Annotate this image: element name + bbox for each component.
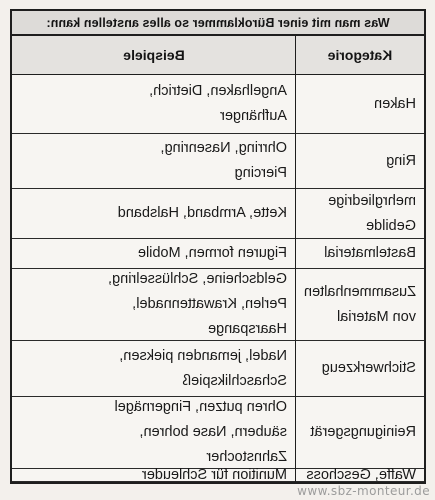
table-row: [12, 341, 424, 397]
category-text: Haken: [374, 95, 416, 112]
table-row: [12, 466, 424, 483]
examples-text: Ohren putzen, Fingernägel säubern, Nase bohren, Zahnstocher: [114, 399, 287, 465]
table-title: Was man mit einer Büroklammer so alles anstellen kann:: [12, 11, 424, 36]
table-row: [12, 189, 424, 239]
header-category: Kategorie: [327, 47, 393, 63]
paperclip-uses-table: [10, 9, 426, 484]
examples-cell: [12, 75, 296, 133]
examples-text: Kette, Armband, Halsband: [117, 205, 287, 221]
category-text: Waffe, Geschoss: [306, 466, 416, 483]
table-row: [12, 269, 424, 341]
category-cell: [296, 75, 424, 133]
table-row: [12, 75, 424, 134]
examples-text: Munition für Schleuder: [141, 466, 287, 483]
watermark: www.sbz-monteur.de: [297, 484, 430, 498]
examples-cell: [12, 466, 296, 483]
column-divider: [295, 36, 296, 482]
category-text: mehrgliedrige Gebilde: [328, 192, 416, 234]
examples-text: Geldscheine, Schlüsselring, Perlen, Krawattennadel, Haarspange: [108, 271, 287, 337]
category-text: Ring: [386, 152, 416, 169]
category-cell: [296, 189, 424, 238]
category-cell: [296, 466, 424, 483]
examples-cell: [12, 239, 296, 268]
examples-cell: [12, 134, 296, 188]
examples-cell: [12, 397, 296, 468]
category-cell: [296, 397, 424, 468]
table-header-row: [12, 36, 424, 75]
category-cell: [296, 269, 424, 340]
table-row: [12, 134, 424, 189]
category-text: Bastelmaterial: [324, 245, 416, 261]
category-text: Reinigungsgerät: [310, 424, 416, 440]
category-text: Zusammenhalten von Material: [303, 283, 416, 325]
category-text: Stichwerkzeug: [321, 360, 416, 376]
examples-cell: [12, 189, 296, 238]
category-cell: [296, 341, 424, 396]
examples-cell: [12, 269, 296, 340]
examples-text: Angelhaken, Dietrich, Aufhänger: [149, 83, 287, 124]
table-row: [12, 239, 424, 269]
table-row: [12, 397, 424, 469]
category-cell: [296, 239, 424, 268]
examples-text: Figuren formen, Mobile: [137, 245, 287, 261]
examples-cell: [12, 341, 296, 396]
examples-text: Nadel, jemanden pieksen, Schaschlikspieß: [119, 347, 287, 389]
header-examples: Beispiele: [123, 47, 185, 63]
category-cell: [296, 134, 424, 188]
examples-text: Ohrring, Nasenring, Piercing: [160, 140, 287, 181]
